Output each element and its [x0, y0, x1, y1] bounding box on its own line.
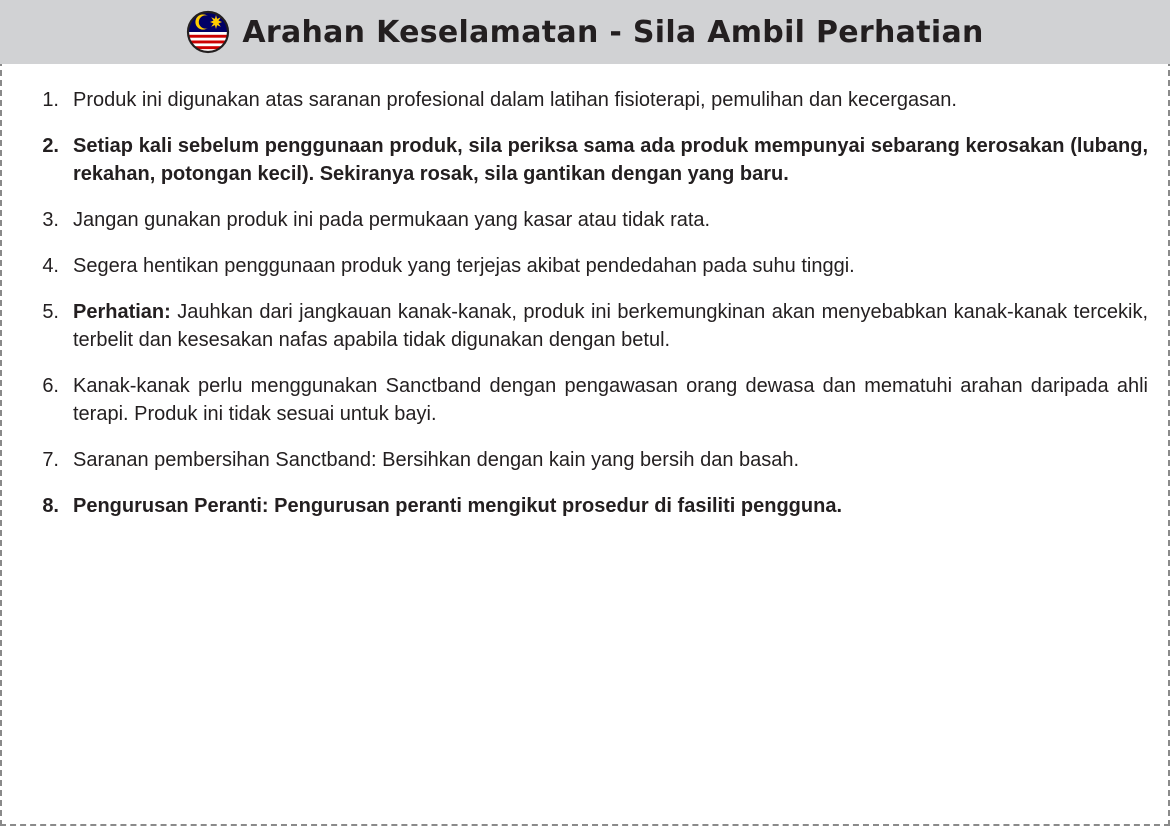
item-text: Segera hentikan penggunaan produk yang terjejas akibat pendedahan pada suhu tinggi. [73, 255, 855, 277]
list-item [30, 86, 1148, 114]
list-item [30, 298, 1148, 354]
list-item [30, 492, 1148, 520]
item-text: Jangan gunakan produk ini pada permukaan yang kasar atau tidak rata. [73, 209, 711, 231]
item-lead: Perhatian: [73, 301, 171, 323]
item-number: 3. [42, 209, 59, 231]
item-text: Setiap kali sebelum penggunaan produk, sila periksa sama ada produk mempunyai sebarang kerosakan (lubang, rekahan, potongan kecil). Sekiranya rosak, sila gantikan dengan yang baru. [73, 135, 1148, 185]
item-number: 6. [42, 375, 59, 397]
list-item [30, 372, 1148, 428]
list-item [30, 206, 1148, 234]
list-item [30, 132, 1148, 188]
item-number: 7. [42, 449, 59, 471]
item-number: 4. [42, 255, 59, 277]
cut-line-left [0, 0, 2, 826]
instruction-list [30, 86, 1148, 538]
item-number: 5. [42, 301, 59, 323]
item-text: Kanak-kanak perlu menggunakan Sanctband dengan pengawasan orang dewasa dan mematuhi arahan daripada ahli terapi. Produk ini tidak sesuai untuk bayi. [73, 375, 1148, 425]
item-number: 1. [42, 89, 59, 111]
item-text: Produk ini digunakan atas saranan profesional dalam latihan fisioterapi, pemulihan dan kecergasan. [73, 89, 957, 111]
malaysia-flag-icon [186, 10, 230, 54]
item-text [73, 298, 1148, 354]
item-number: 8. [42, 495, 59, 517]
item-text: Saranan pembersihan Sanctband: Bersihkan dengan kain yang bersih dan basah. [73, 449, 800, 471]
item-body: Jauhkan dari jangkauan kanak-kanak, produk ini berkemungkinan akan menyebabkan kanak-kanak tercekik, terbelit dan kesesakan nafas apabila tidak digunakan dengan betul. [73, 301, 1149, 351]
page-title: Arahan Keselamatan - Sila Ambil Perhatian [242, 14, 984, 50]
list-item [30, 446, 1148, 474]
item-number: 2. [42, 135, 59, 157]
list-item [30, 252, 1148, 280]
header-bar [0, 0, 1170, 64]
item-text: Pengurusan Peranti: Pengurusan peranti mengikut prosedur di fasiliti pengguna. [73, 495, 842, 517]
